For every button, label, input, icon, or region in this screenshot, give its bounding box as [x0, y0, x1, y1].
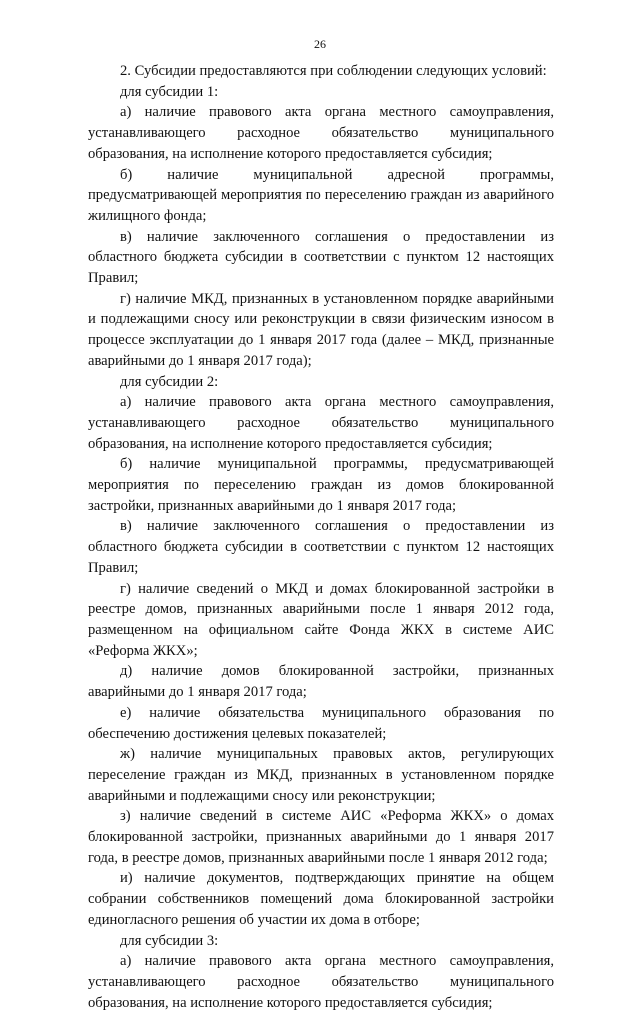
- subheading-subsidy-2: для субсидии 2:: [120, 373, 219, 390]
- page-number: 26: [314, 37, 326, 51]
- paragraph-s2-z: з) наличие сведений в системе АИС «Реформа ЖКХ» о домах блокированной застройки, признанных аварийными до 1 января 2017 года, в реестре домов, признанных аварийными после 1 января 2012 года;: [88, 808, 554, 866]
- paragraph-s2-i: и) наличие документов, подтверждающих принятие на общем собрании собственников помещений дома блокированной застройки единогласного решения об участии их дома в отборе;: [88, 870, 554, 928]
- paragraph-s2-e: е) наличие обязательства муниципального образования по обеспечению достижения целевых показателей;: [88, 704, 554, 742]
- subheading-subsidy-3: для субсидии 3:: [120, 932, 219, 949]
- paragraph-s2-g: г) наличие сведений о МКД и домах блокированной застройки в реестре домов, признанных аварийными после 1 января 2012 года, размещенном на официальном сайте Фонда ЖКХ в системе АИС «Реформа ЖКХ»;: [88, 580, 554, 659]
- paragraph-s1-a: а) наличие правового акта органа местного самоуправления, устанавливающего расходное обязательство муниципального образования, на исполнение которого предоставляется субсидия;: [88, 104, 554, 162]
- paragraph-s1-g: г) наличие МКД, признанных в установленном порядке аварийными и подлежащими сносу или реконструкции в связи физическим износом в процессе эксплуатации до 1 января 2017 года (далее – МКД, признанные аварийными до 1 января 2017 года);: [88, 290, 554, 369]
- paragraph-s1-v: в) наличие заключенного соглашения о предоставлении из областного бюджета субсидии в соответствии с пунктом 12 настоящих Правил;: [88, 228, 554, 287]
- paragraph-s3-a: а) наличие правового акта органа местного самоуправления, устанавливающего расходное обязательство муниципального образования, на исполнение которого предоставляется субсидия;: [88, 953, 554, 1011]
- document-body: [88, 61, 554, 1013]
- paragraph-s2-b: б) наличие муниципальной программы, предусматривающей мероприятия по переселению граждан из домов блокированной застройки, признанных аварийными до 1 января 2017 года;: [88, 456, 554, 514]
- subheading-subsidy-1: для субсидии 1:: [120, 83, 219, 100]
- paragraph-s2-d: д) наличие домов блокированной застройки, признанных аварийными до 1 января 2017 года;: [88, 663, 554, 701]
- paragraph-s1-b: б) наличие муниципальной адресной программы, предусматривающей мероприятия по переселению граждан из аварийного жилищного фонда;: [88, 166, 554, 224]
- paragraph-s2-zh: ж) наличие муниципальных правовых актов, регулирующих переселение граждан из МКД, признанных в установленном порядке аварийными и подлежащими сносу или реконструкции;: [88, 746, 554, 804]
- paragraph-s2-v: в) наличие заключенного соглашения о предоставлении из областного бюджета субсидии в соответствии с пунктом 12 настоящих Правил;: [88, 518, 554, 576]
- paragraph-s2-a: а) наличие правового акта органа местного самоуправления, устанавливающего расходное обязательство муниципального образования, на исполнение которого предоставляется субсидия;: [88, 394, 554, 452]
- paragraph-conditions-intro: 2. Субсидии предоставляются при соблюдении следующих условий:: [120, 63, 547, 79]
